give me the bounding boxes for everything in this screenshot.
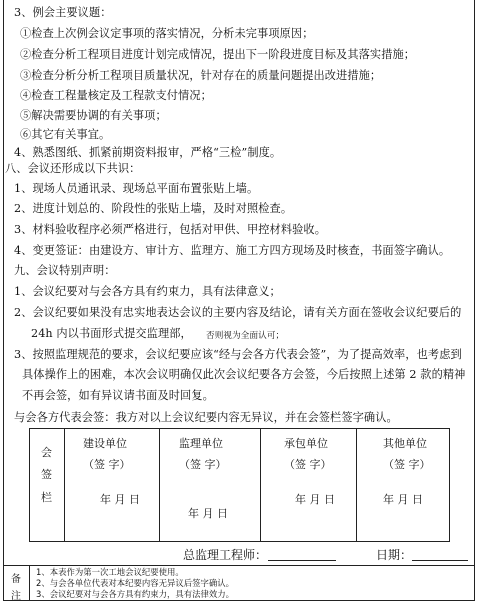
agenda-item-6: ⑥其它有关事宜。: [20, 128, 111, 141]
countersign-table: [29, 428, 450, 542]
sign-construction: （签 字）: [83, 458, 131, 471]
point-4: 4、熟悉图纸、抓紧前期资料报审，严格“三检”制度。: [14, 146, 282, 159]
note-item-1: 1、本表作为第一次工地会议纪要使用。: [36, 567, 184, 577]
agenda-item-1: ①检查上次例会议定事项的落实情况，分析未完事项原因；: [20, 27, 314, 40]
consensus-2: 2、进度计划总的、阶段性的张贴上墙，及时对照检查。: [14, 202, 293, 215]
date-other: 年 月 日: [383, 493, 423, 506]
statement-2-line-2: 24h 内以书面形式提交监理部，: [31, 327, 192, 340]
unit-other: 其他单位: [383, 437, 427, 450]
notes-label-1: 备: [11, 574, 21, 585]
statement-3-line-1: 3、按照监理规范的要求，会议纪要应该“经与会各方代表会签”，为了提高效率，也考虑到: [14, 348, 462, 361]
statement-3-line-3: 不再会签，如有异议请书面及时回复。: [22, 389, 214, 402]
agenda-item-5: ⑤解决需要协调的有关事项；: [20, 109, 167, 122]
statement-2-note: 否则视为全面认可；: [206, 331, 285, 341]
date-supervision: 年 月 日: [188, 507, 228, 520]
agenda-item-3: ③检查分析分析工程项目质量状况，针对存在的质量问题提出改进措施；: [20, 69, 382, 82]
agenda-heading: 3、例会主要议题：: [14, 6, 112, 19]
consensus-3: 3、材料验收程序必须严格进行，包括对甲供、甲控材料验收。: [14, 223, 326, 236]
column-divider: [356, 429, 357, 541]
consensus-1: 1、现场人员通讯录、现场总平面布置张贴上墙。: [14, 182, 259, 195]
date-construction: 年 月 日: [100, 493, 140, 506]
agenda-item-4: ④检查工程量核定及工程款支付情况；: [20, 89, 212, 102]
chief-engineer-label: 总监理工程师：: [183, 548, 268, 562]
section-9-heading: 九、会议特别声明：: [14, 264, 116, 277]
unit-construction: 建设单位: [83, 437, 127, 450]
notes-label-2: 注: [11, 591, 21, 602]
section-8-heading: 八、会议还形成以下共识：: [5, 162, 141, 175]
sign-contractor: （签 字）: [284, 458, 332, 471]
note-item-2: 2、与会各单位代表对本纪要内容无异议后签字确认。: [36, 578, 234, 588]
sign-supervision: （签 字）: [179, 458, 227, 471]
notes-section: [3, 565, 475, 601]
consensus-4: 4、变更签证：由建设方、审计方、监理方、施工方四方现场及时核查，书面签字确认。: [14, 244, 451, 257]
agenda-item-2: ②检查分析工程项目进度计划完成情况，提出下一阶段进度目标及其落实措施；: [20, 48, 416, 61]
statement-3-line-2: 具体操作上的困难，本次会议明确仅此次会议纪要各方会签，今后按照上述第 2 款的精神: [22, 368, 466, 381]
unit-supervision: 监理单位: [179, 437, 223, 450]
countersign-label-3: 栏: [41, 491, 52, 504]
sign-other: （签 字）: [383, 458, 431, 471]
unit-contractor: 承包单位: [284, 437, 328, 450]
column-divider: [260, 429, 261, 541]
column-divider: [64, 429, 65, 541]
date-signature-line[interactable]: [412, 560, 468, 561]
countersign-label-1: 会: [41, 446, 52, 459]
notes-label-cell: [3, 566, 30, 601]
countersign-statement: 与会各方代表会签：我方对以上会议纪要内容无异议，并在会签栏签字确认。: [14, 411, 398, 424]
date-label: 日期：: [376, 548, 413, 562]
countersign-label-2: 签: [41, 468, 52, 481]
date-contractor: 年 月 日: [295, 493, 335, 506]
column-divider: [159, 429, 160, 541]
note-item-3: 3、会议纪要对与会各方具有约束力，具有法律效力。: [36, 589, 234, 599]
statement-1: 1、会议纪要对与会各方具有约束力，具有法律意义；: [14, 285, 281, 298]
chief-engineer-signature-line[interactable]: [268, 560, 336, 561]
statement-2-line-1: 2、会议纪要如果没有忠实地表达会议的主要内容及结论，请有关方面在签收会议纪要后的: [14, 306, 462, 319]
